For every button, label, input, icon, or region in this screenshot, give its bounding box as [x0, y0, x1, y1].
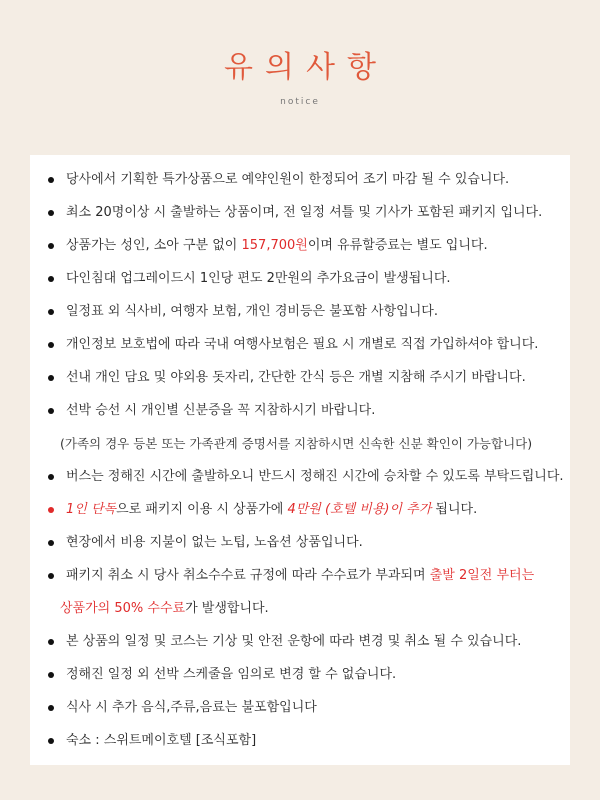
bullet-icon — [48, 408, 54, 414]
bullet-icon — [48, 309, 54, 315]
item-text: 버스는 정해진 시간에 출발하오니 반드시 정해진 시간에 승차할 수 있도록 부탁드립니다. — [66, 469, 564, 484]
bullet-icon — [48, 705, 54, 711]
item-text: 식사 시 추가 음식,주류,음료는 불포함입니다 — [66, 700, 317, 715]
bullet-icon — [48, 375, 54, 381]
item-text: 개인정보 보호법에 따라 국내 여행사보험은 필요 시 개별로 직접 가입하셔야 합니다. — [66, 337, 539, 352]
bullet-icon — [48, 243, 54, 249]
item-text: 선내 개인 담요 및 야외용 돗자리, 간단한 간식 등은 개별 지참해 주시기 바랍니다. — [66, 370, 526, 385]
bullet-icon — [48, 540, 54, 546]
bullet-icon — [48, 177, 54, 183]
item-text: 숙소 : 스위트메이호텔 [조식포함] — [66, 733, 257, 748]
item-text: 본 상품의 일정 및 코스는 기상 및 안전 운항에 따라 변경 및 취소 될 수 있습니다. — [66, 634, 522, 649]
page-title: 유의사항 — [224, 50, 388, 85]
item-text: 다인침대 업그레이드시 1인당 편도 2만원의 추가요금이 발생됩니다. — [66, 271, 451, 286]
bullet-icon — [48, 210, 54, 216]
note-text: (가족의 경우 등본 또는 가족관계 증명서를 지참하시면 신속한 신분 확인이 가능합니다) — [60, 436, 533, 451]
page-subtitle: notice — [280, 97, 320, 107]
item-text: 현장에서 비용 지불이 없는 노팁, 노옵션 상품입니다. — [66, 535, 363, 550]
bullet-icon — [48, 342, 54, 348]
item-text — [66, 567, 534, 585]
highlight-text: 4만원 (호텔 비용)이 추가 — [287, 502, 432, 517]
item-text: 당사에서 기획한 특가상품으로 예약인원이 한정되어 조기 마감 될 수 있습니다. — [66, 172, 510, 187]
item-text-part: 이며 유류할증료는 별도 입니다. — [307, 238, 488, 253]
price-highlight: 157,700원 — [241, 238, 308, 253]
bullet-icon — [48, 573, 54, 579]
item-text: 일정표 외 식사비, 여행자 보험, 개인 경비등은 불포함 사항입니다. — [66, 304, 438, 319]
item-text: 정해진 일정 외 선박 스케줄을 임의로 변경 할 수 없습니다. — [66, 667, 397, 682]
item-text-part: 상품가는 성인, 소아 구분 없이 — [66, 238, 242, 253]
item-text-part: 됩니다. — [431, 502, 478, 517]
item-text — [66, 501, 477, 519]
bullet-icon — [48, 639, 54, 645]
item-text: 최소 20명이상 시 출발하는 상품이며, 전 일정 셔틀 및 기사가 포함된 패키지 입니다. — [66, 205, 543, 220]
bullet-icon — [48, 474, 54, 480]
highlight-text: 출발 2일전 부터는 — [429, 568, 535, 583]
bullet-icon — [48, 276, 54, 282]
item-text-part: 패키지 취소 시 당사 취소수수료 규정에 따라 수수료가 부과되며 — [66, 568, 430, 583]
item-text — [60, 600, 269, 618]
item-text: 선박 승선 시 개인별 신분증을 꼭 지참하시기 바랍니다. — [66, 403, 376, 418]
bullet-icon — [48, 507, 54, 513]
item-text — [66, 237, 488, 255]
bullet-icon — [48, 672, 54, 678]
highlight-text: 1인 단독 — [66, 502, 117, 517]
highlight-text: 상품가의 50% 수수료 — [60, 601, 186, 616]
bullet-icon — [48, 738, 54, 744]
item-text-part: 가 발생합니다. — [185, 601, 269, 616]
notice-panel — [30, 155, 570, 765]
item-text-part: 으로 패키지 이용 시 상품가에 — [116, 502, 288, 517]
